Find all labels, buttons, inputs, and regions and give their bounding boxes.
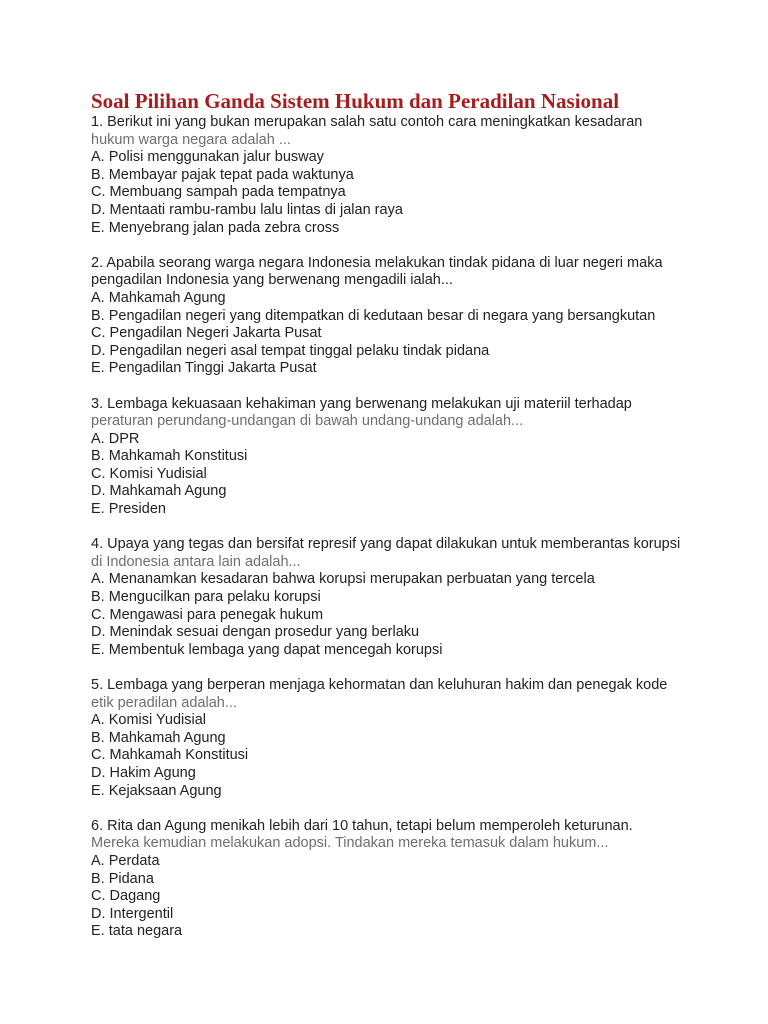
question-line2: peraturan perundang-undangan di bawah undang-undang adalah... bbox=[91, 413, 524, 430]
question-line1: 3. Lembaga kekuasaan kehakiman yang berwenang melakukan uji materiil terhadap bbox=[91, 395, 632, 412]
option-d: D. Menindak sesuai dengan prosedur yang berlaku bbox=[91, 624, 420, 641]
option-b: B. Mahkamah Konstitusi bbox=[91, 448, 248, 465]
option-a: A. Perdata bbox=[91, 852, 160, 869]
question-line2: pengadilan Indonesia yang berwenang mengadili ialah... bbox=[91, 272, 453, 289]
option-c: C. Mahkamah Konstitusi bbox=[91, 747, 249, 764]
question-block bbox=[91, 255, 728, 378]
question-line1: 2. Apabila seorang warga negara Indonesia melakukan tindak pidana di luar negeri maka bbox=[91, 254, 663, 271]
question-block bbox=[91, 818, 728, 941]
option-d: D. Intergentil bbox=[91, 905, 174, 922]
option-a: A. Komisi Yudisial bbox=[91, 712, 206, 729]
option-e: E. Kejaksaan Agung bbox=[91, 782, 222, 799]
option-c: C. Membuang sampah pada tempatnya bbox=[91, 184, 346, 201]
option-d: D. Hakim Agung bbox=[91, 764, 196, 781]
question-block bbox=[91, 396, 728, 519]
question-block bbox=[91, 114, 728, 237]
option-d: D. Mahkamah Agung bbox=[91, 483, 227, 500]
option-a: A. Mahkamah Agung bbox=[91, 289, 226, 306]
option-d: D. Mentaati rambu-rambu lalu lintas di jalan raya bbox=[91, 201, 403, 218]
option-b: B. Mengucilkan para pelaku korupsi bbox=[91, 589, 321, 606]
option-e: E. Membentuk lembaga yang dapat mencegah korupsi bbox=[91, 641, 443, 658]
question-line2: di Indonesia antara lain adalah... bbox=[91, 553, 301, 570]
question-block bbox=[91, 677, 728, 800]
option-e: E. Pengadilan Tinggi Jakarta Pusat bbox=[91, 360, 317, 377]
option-a: A. Menanamkan kesadaran bahwa korupsi merupakan perbuatan yang tercela bbox=[91, 571, 595, 588]
option-b: B. Pidana bbox=[91, 870, 154, 887]
option-a: A. Polisi menggunakan jalur busway bbox=[91, 149, 324, 166]
option-c: C. Komisi Yudisial bbox=[91, 465, 207, 482]
question-line1: 1. Berikut ini yang bukan merupakan salah satu contoh cara meningkatkan kesadaran bbox=[91, 114, 643, 130]
question-block bbox=[91, 536, 728, 659]
option-b: B. Mahkamah Agung bbox=[91, 729, 226, 746]
option-b: B. Membayar pajak tepat pada waktunya bbox=[91, 166, 354, 183]
option-e: E. Presiden bbox=[91, 501, 166, 518]
question-line2: etik peradilan adalah... bbox=[91, 694, 237, 711]
option-c: C. Dagang bbox=[91, 888, 161, 905]
option-c: C. Pengadilan Negeri Jakarta Pusat bbox=[91, 325, 322, 342]
option-e: E. Menyebrang jalan pada zebra cross bbox=[91, 219, 340, 236]
question-line1: 6. Rita dan Agung menikah lebih dari 10 tahun, tetapi belum memperoleh keturunan. bbox=[91, 817, 633, 834]
option-d: D. Pengadilan negeri asal tempat tinggal pelaku tindak pidana bbox=[91, 342, 490, 359]
option-b: B. Pengadilan negeri yang ditempatkan di kedutaan besar di negara yang bersangkutan bbox=[91, 307, 656, 324]
question-line1: 5. Lembaga yang berperan menjaga kehormatan dan keluhuran hakim dan penegak kode bbox=[91, 677, 668, 693]
option-a: A. DPR bbox=[91, 430, 140, 447]
page-title: Soal Pilihan Ganda Sistem Hukum dan Peradilan Nasional bbox=[91, 89, 620, 113]
question-line1: 4. Upaya yang tegas dan bersifat represif yang dapat dilakukan untuk memberantas korupsi bbox=[91, 536, 681, 553]
question-line2: hukum warga negara adalah ... bbox=[91, 131, 291, 148]
question-line2: Mereka kemudian melakukan adopsi. Tindakan mereka temasuk dalam hukum... bbox=[91, 835, 609, 852]
option-c: C. Mengawasi para penegak hukum bbox=[91, 606, 324, 623]
option-e: E. tata negara bbox=[91, 923, 183, 940]
